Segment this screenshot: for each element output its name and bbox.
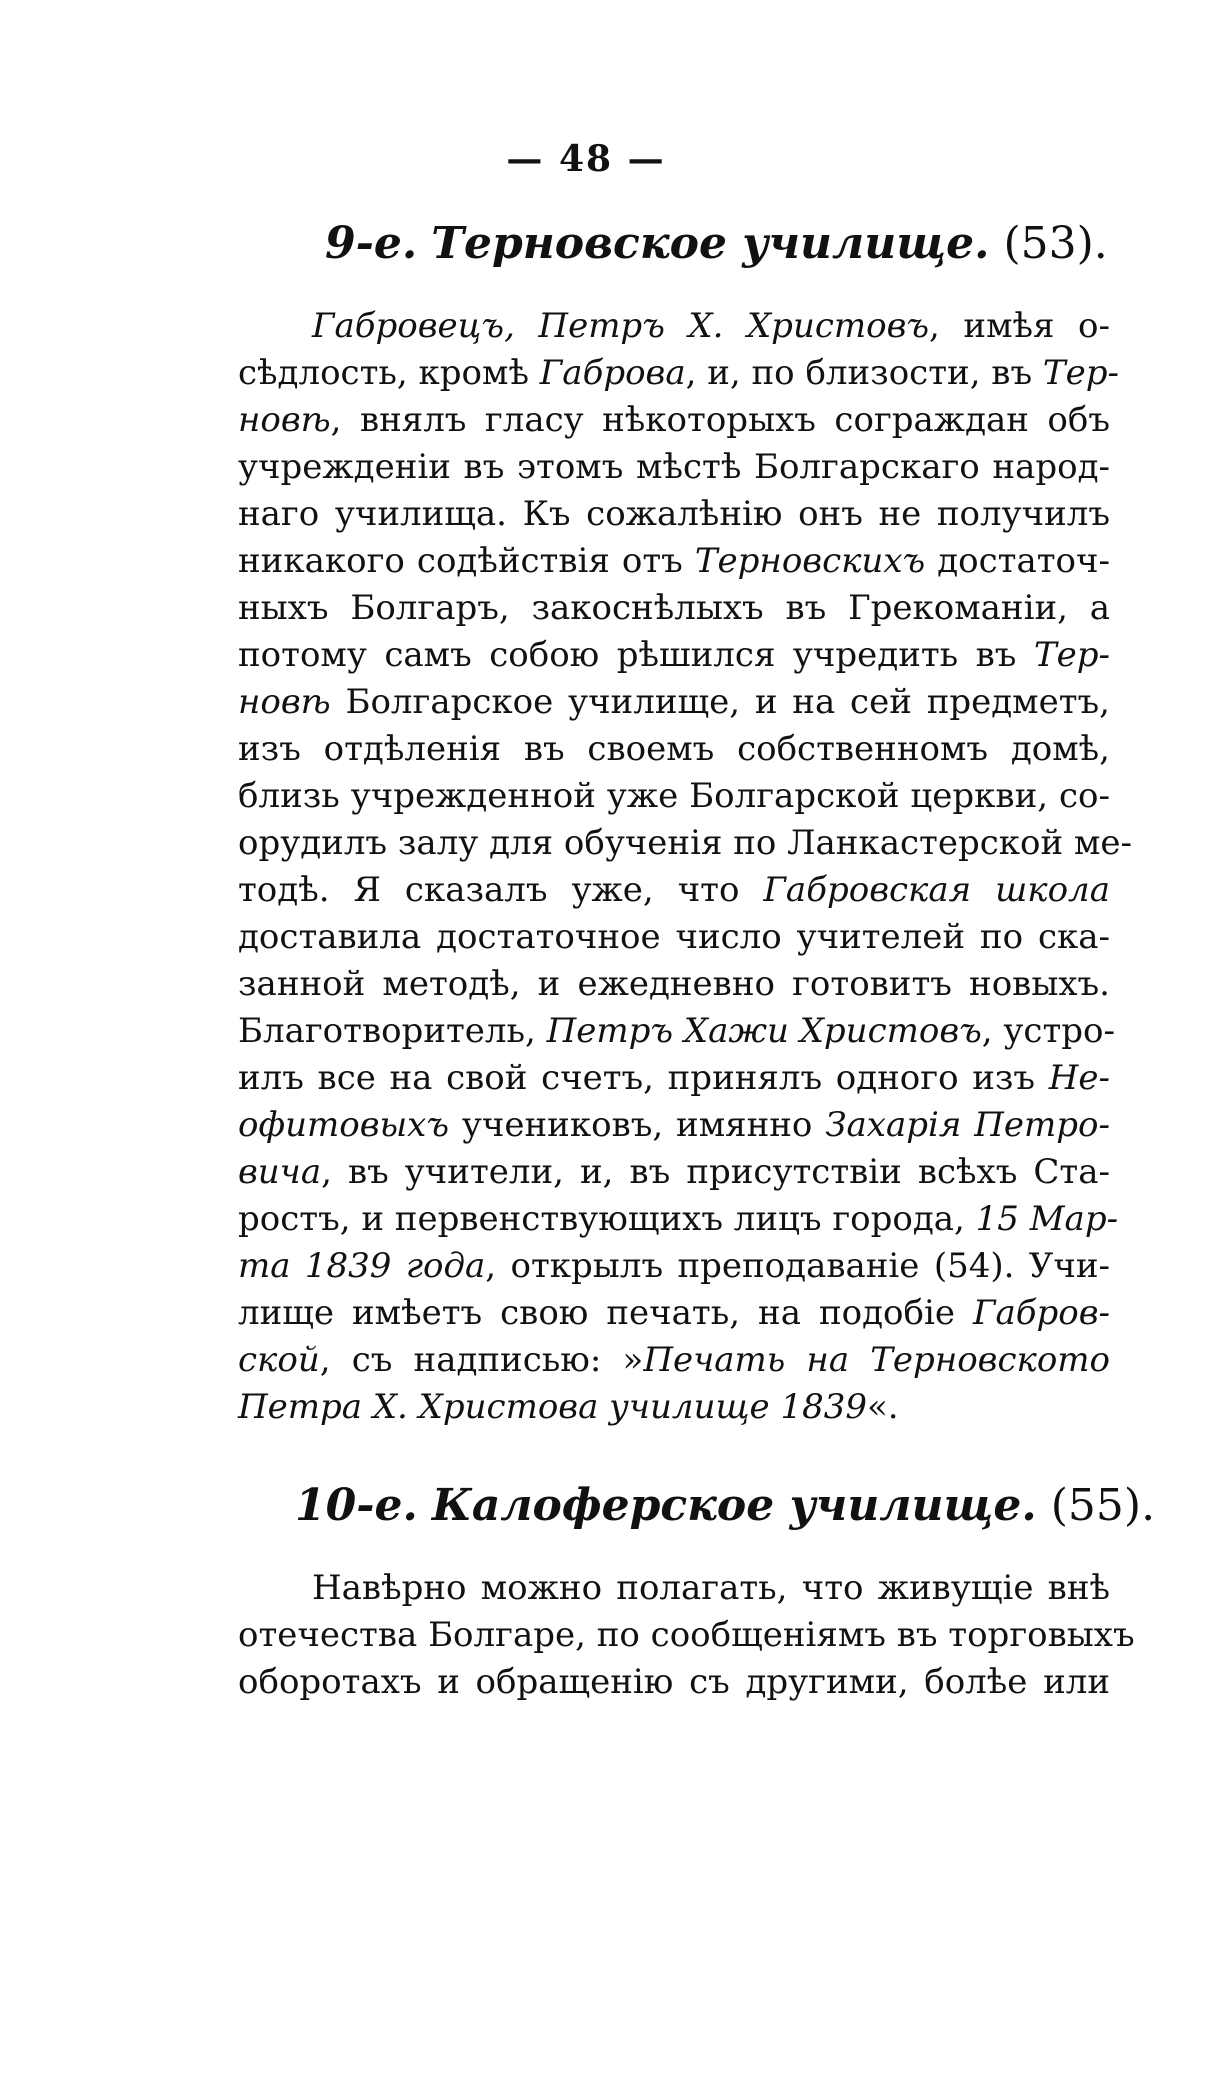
section-9-title: Терновское училище.: [431, 218, 990, 269]
section-10-paragraph: [238, 1565, 1135, 1706]
text-line: [238, 1565, 1110, 1612]
text-line: [238, 1337, 1110, 1384]
text-line: [238, 444, 1110, 491]
italic-text: Тер-: [1033, 635, 1110, 675]
text-segment: учрежденіи въ этомъ мѣстѣ Болгарскаго народ-: [238, 447, 1110, 487]
section-9-number: 9-е.: [325, 218, 418, 269]
text-segment: Болгарское училище, и на сей предметъ,: [330, 682, 1110, 722]
italic-text: Тер-: [1042, 353, 1119, 393]
italic-text: Габровецъ, Петръ Х. Христовъ: [312, 306, 930, 346]
text-segment: занной методѣ, и ежедневно готовитъ новыхъ.: [238, 964, 1110, 1004]
text-segment: наго училища. Къ сожалѣнію онъ не получилъ: [238, 494, 1110, 534]
text-segment: никакого содѣйствія отъ: [238, 541, 695, 581]
text-segment: близь учрежденной уже Болгарской церкви, со-: [238, 776, 1110, 816]
text-line: [238, 679, 1110, 726]
text-segment: , внялъ гласу нѣкоторыхъ сограждан объ: [330, 400, 1110, 440]
section-10-number: 10-е.: [295, 1480, 418, 1531]
text-segment: потому самъ собою рѣшился учредить въ: [238, 635, 1034, 675]
italic-text: ской: [238, 1340, 320, 1380]
text-line: [238, 1102, 1110, 1149]
section-10-heading: [295, 1480, 1175, 1531]
text-line: [238, 1659, 1110, 1706]
section-9-note: (53).: [1003, 218, 1108, 269]
text-line: [238, 1008, 1115, 1055]
italic-text: та 1839 года: [238, 1246, 486, 1286]
italic-text: офитовыхъ: [238, 1105, 450, 1145]
italic-text: 15 Мар-: [975, 1199, 1119, 1239]
text-segment: сѣдлость, кромѣ: [238, 353, 540, 393]
text-segment: Навѣрно можно полагать, что живущіе внѣ: [312, 1568, 1110, 1608]
text-segment: Благотворитель,: [238, 1011, 547, 1051]
text-segment: тодѣ. Я сказалъ уже, что: [238, 870, 764, 910]
italic-text: Габровская школа: [763, 870, 1110, 910]
text-segment: лище имѣетъ свою печать, на подобіе: [238, 1293, 973, 1333]
section-9-paragraph: [238, 303, 1133, 1431]
text-segment: достаточ-: [925, 541, 1110, 581]
text-segment: , открылъ преподаваніе (54). Учи-: [485, 1246, 1111, 1286]
section-10-title: Калоферское училище.: [431, 1480, 1037, 1531]
italic-text: Габрова: [539, 353, 686, 393]
italic-text: Печать на Терновското: [643, 1340, 1110, 1380]
italic-text: новѣ: [238, 682, 331, 722]
text-segment: доставила достаточное число учителей по ска-: [238, 917, 1110, 957]
text-line: [238, 585, 1110, 632]
text-segment: , съ надписью: »: [319, 1340, 644, 1380]
section-9-heading: [325, 218, 1205, 269]
text-line: [238, 914, 1110, 961]
text-line: [238, 1196, 1119, 1243]
text-line: [238, 491, 1110, 538]
text-segment: учениковъ, имянно: [449, 1105, 826, 1145]
italic-text: вича: [238, 1152, 322, 1192]
text-line: [238, 867, 1110, 914]
text-line: [238, 538, 1110, 585]
italic-text: Петра Х. Христова училище 1839: [238, 1387, 867, 1427]
text-line: [238, 820, 1133, 867]
text-segment: «.: [866, 1387, 899, 1427]
text-line: [238, 350, 1119, 397]
italic-text: Габров-: [972, 1293, 1110, 1333]
text-segment: , устро-: [981, 1011, 1115, 1051]
text-segment: орудилъ залу для обученія по Ланкастерской ме-: [238, 823, 1133, 863]
text-line: [238, 1055, 1110, 1102]
text-segment: , и, по близости, въ: [685, 353, 1043, 393]
text-segment: оборотахъ и обращенію съ другими, болѣе или: [238, 1662, 1110, 1702]
text-segment: , въ учители, и, въ присутствіи всѣхъ Ста-: [321, 1152, 1110, 1192]
italic-text: Не-: [1048, 1058, 1110, 1098]
text-line: [238, 1384, 1110, 1431]
text-segment: ростъ, и первенствующихъ лицъ города,: [238, 1199, 976, 1239]
text-segment: отечества Болгаре, по сообщеніямъ въ торговыхъ: [238, 1615, 1135, 1655]
text-segment: , имѣя о-: [929, 306, 1110, 346]
italic-text: Петръ Хажи Христовъ: [546, 1011, 982, 1051]
italic-text: новѣ: [238, 400, 331, 440]
text-line: [238, 632, 1110, 679]
text-line: [238, 1612, 1135, 1659]
text-segment: ныхъ Болгаръ, закоснѣлыхъ въ Грекоманіи, а: [238, 588, 1110, 628]
text-segment: изъ отдѣленія въ своемъ собственномъ домѣ,: [238, 729, 1110, 769]
italic-text: Терновскихъ: [694, 541, 926, 581]
section-10-note: (55).: [1050, 1480, 1156, 1531]
italic-text: Захарія Петро-: [825, 1105, 1111, 1145]
text-segment: илъ все на свой счетъ, принялъ одного изъ: [238, 1058, 1049, 1098]
text-line: [238, 726, 1110, 773]
text-line: [238, 303, 1110, 350]
text-line: [238, 1243, 1110, 1290]
text-line: [238, 961, 1110, 1008]
page-number: — 48 —: [506, 138, 666, 180]
text-line: [238, 1149, 1110, 1196]
text-line: [238, 1290, 1110, 1337]
text-line: [238, 773, 1110, 820]
text-line: [238, 397, 1110, 444]
